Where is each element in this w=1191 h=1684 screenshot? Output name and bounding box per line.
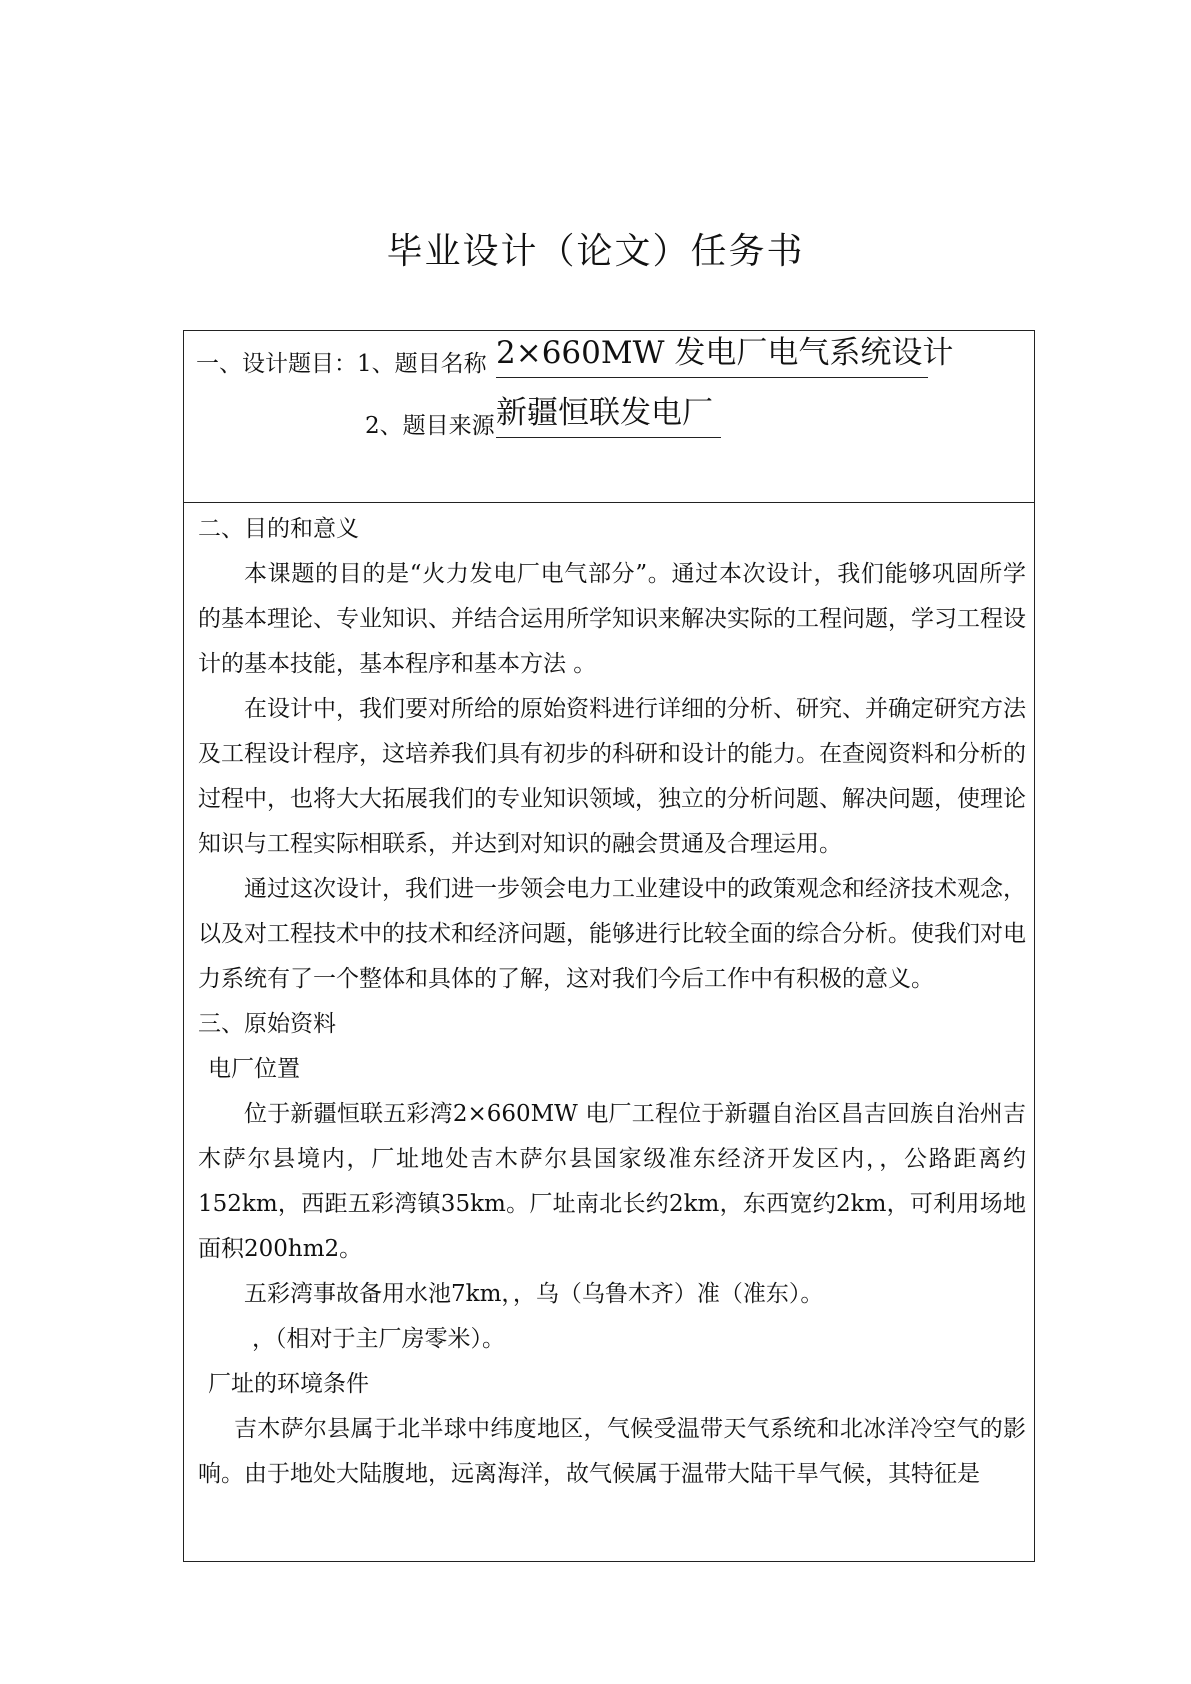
task-table: [183, 330, 1035, 1562]
subheading-site-environment: 厂址的环境条件: [208, 1371, 369, 1397]
document-title: 毕业设计（论文）任务书: [386, 231, 805, 272]
section-heading-source-data: 三、原始资料: [198, 1011, 336, 1037]
topic-name-label: 一、设计题目：1、题目名称: [196, 351, 487, 377]
topic-source-value: 新疆恒联发电厂: [496, 393, 721, 438]
section-heading-purpose: 二、目的和意义: [198, 516, 359, 542]
topic-name-value: 2×660MW 发电厂电气系统设计: [496, 333, 928, 378]
paragraph: 位于新疆恒联五彩湾2×660MW 电厂工程位于新疆自治区昌吉回族自治州吉木萨尔县境内，厂址地处吉木萨尔县国家级准东经济开发区内，，公路距离约152km，西距五彩湾镇35km。厂址南北长约2km，东西宽约2km，可利用场地面积200hm2。: [198, 1101, 1026, 1262]
paragraph: 在设计中，我们要对所给的原始资料进行详细的分析、研究、并确定研究方法及工程设计程序，这培养我们具有初步的科研和设计的能力。在查阅资料和分析的过程中，也将大大拓展我们的专业知识领域，独立的分析问题、解决问题，使理论知识与工程实际相联系，并达到对知识的融会贯通及合理运用。: [198, 696, 1026, 857]
paragraph: 通过这次设计，我们进一步领会电力工业建设中的政策观念和经济技术观念，以及对工程技术中的技术和经济问题，能够进行比较全面的综合分析。使我们对电力系统有了一个整体和具体的了解，这对我们今后工作中有积极的意义。: [198, 876, 1026, 992]
task-body: [198, 507, 1026, 1497]
paragraph: 五彩湾事故备用水池7km，，乌（乌鲁木齐）准（准东）。: [244, 1281, 824, 1307]
paragraph: ，（相对于主厂房零米）。: [252, 1326, 505, 1352]
paragraph: 吉木萨尔县属于北半球中纬度地区，气候受温带天气系统和北冰洋冷空气的影响。由于地处大陆腹地，远离海洋，故气候属于温带大陆干旱气候，其特征是: [198, 1416, 1026, 1487]
subheading-plant-location: 电厂位置: [208, 1056, 300, 1082]
topic-source-label: 2、题目来源: [365, 413, 495, 439]
topic-section: [184, 331, 1034, 503]
paragraph: 本课题的目的是“火力发电厂电气部分”。通过本次设计，我们能够巩固所学的基本理论、专业知识、并结合运用所学知识来解决实际的工程问题，学习工程设计的基本技能，基本程序和基本方法 。: [198, 561, 1026, 677]
